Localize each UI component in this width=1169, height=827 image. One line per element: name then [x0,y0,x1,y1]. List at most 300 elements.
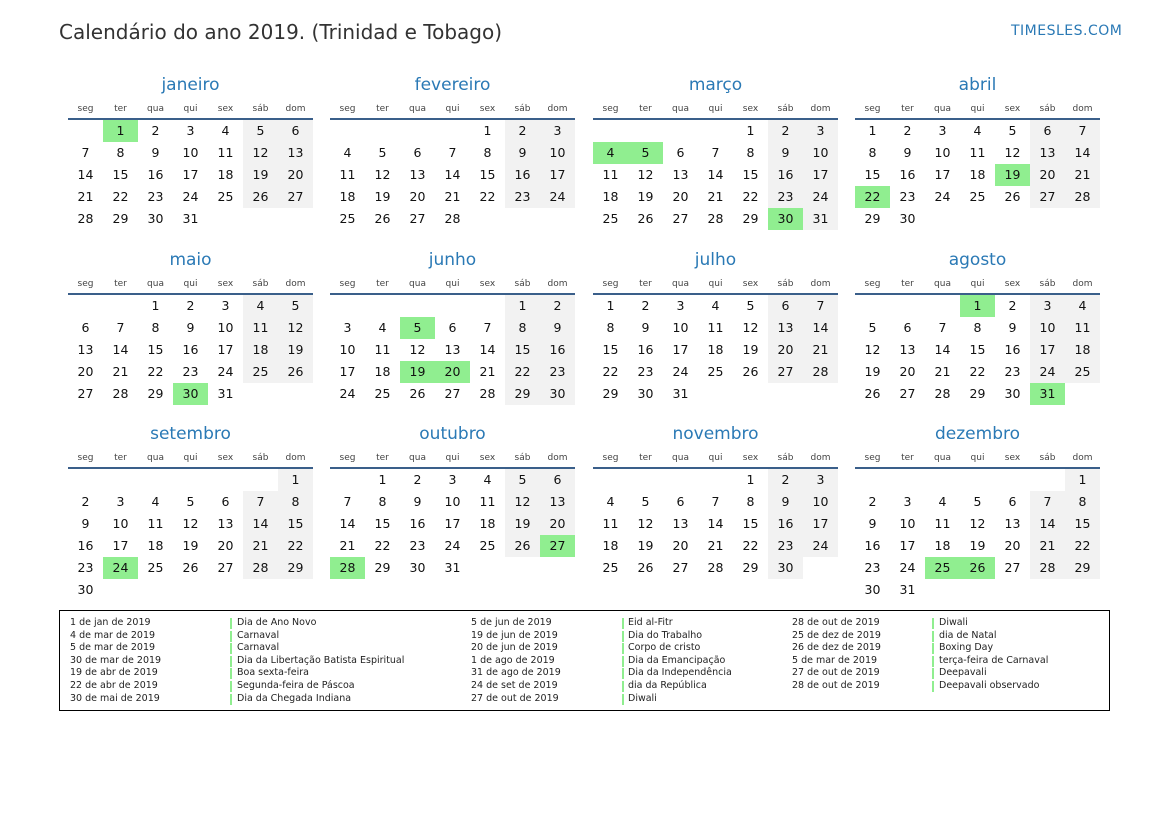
day-cell: 20 [768,339,803,361]
holiday-item [792,630,1097,643]
day-cell: 11 [243,317,278,339]
day-cell: 4 [243,295,278,317]
holiday-name: Diwali [628,692,657,704]
day-cell: 3 [343,320,352,335]
day-grid [330,295,575,427]
day-cell: 30 [1004,386,1021,401]
weekday-label: qui [445,104,460,114]
day-cell: 9 [768,491,803,513]
day-cell: 1 [1065,469,1100,491]
day-cell: 27 [768,361,803,383]
month-name: dezembro [935,424,1020,444]
day-cell: 29 [505,383,540,405]
day-cell: 14 [707,167,724,182]
holiday-name: Dia de Ano Novo [237,617,317,628]
day-cell: 22 [374,538,391,553]
day-cell: 4 [1065,295,1100,317]
weekday-label: sáb [777,453,794,463]
day-cell: 22 [969,364,986,379]
day-cell: 15 [147,342,164,357]
day-cell: 3 [938,123,947,138]
holiday-item [70,680,450,693]
weekday-label: qui [445,453,460,463]
day-cell: 29 [1065,557,1100,579]
weekday-label: ter [376,279,389,289]
day-cell: 19 [505,513,540,535]
holiday-item [792,655,1097,668]
holiday-item [70,655,450,668]
day-cell: 3 [803,120,838,142]
day-cell: 4 [938,494,947,509]
day-cell: 26 [1004,189,1021,204]
holiday-date: 27 de out de 2019 [792,667,880,679]
day-cell: 23 [637,364,654,379]
day-cell: 18 [707,342,724,357]
day-cell: 27 [278,186,313,208]
day-cell: 7 [81,145,90,160]
day-cell: 6 [540,469,575,491]
day-cell: 25 [243,361,278,383]
day-cell: 7 [1065,120,1100,142]
day-cell: 30 [637,386,654,401]
holiday-name: Deepavali [939,667,987,679]
day-cell: 12 [637,516,654,531]
holiday-name: Boxing Day [939,642,994,654]
day-cell: 6 [1008,494,1017,509]
day-cell: 25 [374,386,391,401]
weekday-label: sex [742,279,759,289]
day-cell: 3 [221,298,230,313]
day-cell: 13 [409,167,426,182]
holiday-marker [230,694,232,705]
day-grid [593,120,838,252]
holiday-marker [622,618,624,629]
day-cell: 21 [243,535,278,557]
day-cell: 21 [1065,164,1100,186]
day-cell: 29 [742,211,759,226]
day-cell: 20 [672,538,689,553]
day-cell: 9 [413,494,422,509]
day-cell: 26 [742,364,759,379]
day-cell: 11 [1065,317,1100,339]
weekday-label: seg [339,104,356,114]
day-cell: 1 [505,295,540,317]
weekday-label: sáb [514,453,531,463]
day-cell: 6 [768,295,803,317]
day-cell: 11 [602,167,619,182]
day-cell: 24 [1030,361,1065,383]
day-cell: 8 [746,494,755,509]
day-cell: 9 [505,142,540,164]
day-cell: 27 [444,386,461,401]
day-cell: 5 [746,298,755,313]
brand-link[interactable]: TIMESLES.COM [1011,23,1123,39]
day-cell: 22 [479,189,496,204]
day-cell: 9 [1008,320,1017,335]
day-cell: 19 [637,538,654,553]
holiday-marker [932,643,934,654]
day-cell: 7 [243,491,278,513]
day-cell: 18 [602,189,619,204]
day-cell: 28 [934,386,951,401]
day-cell: 24 [182,189,199,204]
holiday-day-cell: 28 [330,557,365,579]
day-cell: 18 [339,189,356,204]
weekday-label: qua [934,279,951,289]
holiday-marker [932,618,934,629]
holiday-day-cell: 22 [855,186,890,208]
day-cell: 12 [409,342,426,357]
day-cell: 31 [803,208,838,230]
weekday-label: dom [285,453,306,463]
day-cell: 15 [112,167,129,182]
day-cell: 18 [217,167,234,182]
holiday-day-cell: 24 [103,557,138,579]
day-cell: 24 [217,364,234,379]
holiday-date: 5 de mar de 2019 [792,654,878,666]
day-cell: 25 [479,538,496,553]
holiday-date: 24 de set de 2019 [471,680,558,691]
holiday-marker [622,694,624,705]
day-cell: 10 [672,320,689,335]
day-cell: 21 [707,189,724,204]
day-cell: 30 [768,557,803,579]
day-cell: 19 [742,342,759,357]
weekday-label: ter [114,279,127,289]
day-cell: 22 [505,361,540,383]
day-cell: 31 [899,582,916,597]
day-cell: 18 [934,538,951,553]
holiday-item [792,617,1097,630]
weekday-label: dom [810,453,831,463]
day-cell: 7 [1030,491,1065,513]
day-cell: 2 [1008,298,1017,313]
holiday-day-cell: 4 [593,142,628,164]
day-cell: 27 [217,560,234,575]
weekday-label: dom [547,453,568,463]
day-cell: 21 [339,538,356,553]
holiday-day-cell: 1 [960,295,995,317]
weekday-label: seg [602,279,619,289]
holiday-day-cell: 1 [103,120,138,142]
day-cell: 2 [413,472,422,487]
day-cell: 4 [606,494,615,509]
day-cell: 1 [606,298,615,313]
day-cell: 23 [768,535,803,557]
weekday-label: sáb [1039,279,1056,289]
day-cell: 10 [1030,317,1065,339]
day-cell: 24 [540,186,575,208]
day-cell: 27 [409,211,426,226]
month-name: fevereiro [414,75,491,95]
weekday-label: qui [183,453,198,463]
weekday-label: seg [602,453,619,463]
holiday-marker [932,631,934,642]
day-cell: 26 [374,211,391,226]
day-cell: 28 [1030,557,1065,579]
holiday-date: 5 de jun de 2019 [471,617,552,628]
day-cell: 1 [483,123,492,138]
day-cell: 8 [746,145,755,160]
day-cell: 27 [899,386,916,401]
day-cell: 24 [899,560,916,575]
day-cell: 18 [374,364,391,379]
day-cell: 31 [217,386,234,401]
day-cell: 14 [444,167,461,182]
weekday-label: qua [672,279,689,289]
day-cell: 14 [243,513,278,535]
day-cell: 11 [147,516,164,531]
page-title: Calendário do ano 2019. (Trinidad e Tobago) [59,20,503,44]
day-cell: 7 [711,494,720,509]
day-cell: 5 [186,494,195,509]
weekday-label: sex [1004,279,1021,289]
day-cell: 17 [1030,339,1065,361]
day-cell: 11 [707,320,724,335]
day-cell: 20 [899,364,916,379]
day-cell: 28 [803,361,838,383]
day-cell: 6 [221,494,230,509]
month-name: janeiro [161,75,220,95]
day-cell: 12 [742,320,759,335]
holiday-marker [622,631,624,642]
weekday-header [330,453,575,465]
holiday-date: 26 de dez de 2019 [792,642,881,654]
day-cell: 25 [602,211,619,226]
day-cell: 21 [707,538,724,553]
day-cell: 23 [1004,364,1021,379]
day-cell: 26 [243,186,278,208]
weekday-label: qua [409,279,426,289]
day-cell: 27 [1004,560,1021,575]
holiday-name: dia da República [628,680,707,691]
day-cell: 13 [217,516,234,531]
holiday-name: Boa sexta-feira [237,667,309,679]
day-cell: 17 [803,513,838,535]
weekday-header [68,104,313,116]
day-cell: 16 [147,167,164,182]
weekday-label: sáb [777,279,794,289]
holiday-day-cell: 5 [628,142,663,164]
holiday-day-cell: 19 [995,164,1030,186]
day-cell: 30 [77,582,94,597]
day-cell: 19 [278,339,313,361]
holiday-date: 19 de abr de 2019 [70,667,158,679]
day-cell: 3 [116,494,125,509]
day-cell: 29 [864,211,881,226]
day-cell: 24 [803,186,838,208]
weekday-label: dom [810,279,831,289]
day-cell: 13 [1004,516,1021,531]
holiday-date: 4 de mar de 2019 [70,629,156,641]
weekday-label: seg [864,104,881,114]
day-cell: 13 [444,342,461,357]
month-name: julho [694,250,737,270]
day-cell: 26 [637,211,654,226]
weekday-label: ter [376,453,389,463]
day-cell: 12 [278,317,313,339]
holiday-day-cell: 25 [925,557,960,579]
day-cell: 8 [868,145,877,160]
day-cell: 1 [378,472,387,487]
day-cell: 10 [803,142,838,164]
day-cell: 1 [868,123,877,138]
weekday-label: ter [639,453,652,463]
day-grid [330,469,575,601]
day-cell: 23 [899,189,916,204]
month-name: maio [169,250,212,270]
month-name: março [688,75,743,95]
weekday-label: seg [77,279,94,289]
day-cell: 22 [602,364,619,379]
holiday-name: terça-feira de Carnaval [939,654,1049,666]
day-cell: 26 [278,361,313,383]
holiday-name: Dia do Trabalho [628,629,703,641]
day-cell: 22 [147,364,164,379]
weekday-header [593,279,838,291]
day-cell: 11 [339,167,356,182]
day-cell: 3 [540,120,575,142]
day-cell: 25 [1065,361,1100,383]
holiday-marker [230,681,232,692]
day-cell: 29 [602,386,619,401]
day-cell: 15 [374,516,391,531]
weekday-label: qui [970,453,985,463]
weekday-label: sex [217,453,234,463]
holiday-date: 28 de out de 2019 [792,680,880,691]
weekday-label: sex [479,279,496,289]
day-cell: 14 [112,342,129,357]
day-cell: 12 [1004,145,1021,160]
month-name: setembro [150,424,231,444]
day-grid [593,469,838,601]
day-cell: 15 [742,167,759,182]
day-cell: 12 [969,516,986,531]
day-grid [855,120,1100,252]
holiday-name: Eid al-Fitr [628,617,673,628]
day-cell: 15 [1065,513,1100,535]
weekday-label: ter [901,279,914,289]
day-cell: 28 [479,386,496,401]
holiday-item [792,642,1097,655]
day-cell: 27 [672,211,689,226]
day-cell: 17 [899,538,916,553]
day-cell: 15 [864,167,881,182]
day-cell: 20 [672,189,689,204]
weekday-header [855,279,1100,291]
weekday-label: qua [147,104,164,114]
day-cell: 16 [409,516,426,531]
day-cell: 14 [77,167,94,182]
day-cell: 8 [505,317,540,339]
weekday-label: qua [147,453,164,463]
day-cell: 17 [672,342,689,357]
day-cell: 7 [448,145,457,160]
day-cell: 8 [1065,491,1100,513]
day-cell: 20 [540,513,575,535]
weekday-label: qui [183,104,198,114]
day-cell: 18 [243,339,278,361]
weekday-label: sáb [514,279,531,289]
day-cell: 7 [116,320,125,335]
day-cell: 10 [182,145,199,160]
weekday-label: seg [77,453,94,463]
day-cell: 4 [711,298,720,313]
day-cell: 19 [374,189,391,204]
day-cell: 18 [969,167,986,182]
day-cell: 10 [803,491,838,513]
month-name: junho [428,250,477,270]
holiday-date: 20 de jun de 2019 [471,642,558,654]
day-cell: 30 [540,383,575,405]
day-cell: 12 [505,491,540,513]
day-cell: 13 [672,516,689,531]
day-cell: 18 [479,516,496,531]
day-cell: 29 [147,386,164,401]
day-cell: 8 [278,491,313,513]
weekday-label: sex [1004,453,1021,463]
day-cell: 5 [278,295,313,317]
day-cell: 20 [217,538,234,553]
day-cell: 23 [540,361,575,383]
day-cell: 14 [803,317,838,339]
day-cell: 30 [147,211,164,226]
day-cell: 14 [479,342,496,357]
weekday-label: qui [708,453,723,463]
day-cell: 8 [973,320,982,335]
day-cell: 23 [77,560,94,575]
day-cell: 17 [339,364,356,379]
day-cell: 21 [803,339,838,361]
day-cell: 15 [602,342,619,357]
day-cell: 7 [483,320,492,335]
day-cell: 8 [378,494,387,509]
holiday-name: Carnaval [237,629,280,641]
day-cell: 5 [505,469,540,491]
day-cell: 23 [505,186,540,208]
day-cell: 20 [77,364,94,379]
day-cell: 10 [540,142,575,164]
day-cell: 9 [641,320,650,335]
day-cell: 15 [479,167,496,182]
weekday-label: dom [285,104,306,114]
holiday-name: Carnaval [237,642,280,654]
day-cell: 2 [505,120,540,142]
weekday-label: sex [479,453,496,463]
day-cell: 2 [186,298,195,313]
day-cell: 10 [444,494,461,509]
day-cell: 21 [479,364,496,379]
day-cell: 16 [864,538,881,553]
day-cell: 23 [768,186,803,208]
weekday-label: sex [742,104,759,114]
day-grid [593,295,838,427]
day-cell: 15 [505,339,540,361]
holiday-date: 5 de mar de 2019 [70,642,156,654]
weekday-header [593,104,838,116]
weekday-label: qua [409,453,426,463]
day-cell: 29 [374,560,391,575]
day-cell: 15 [278,513,313,535]
day-cell: 26 [182,560,199,575]
day-cell: 21 [444,189,461,204]
holiday-name: Diwali [939,617,968,628]
day-cell: 24 [339,386,356,401]
weekday-label: ter [639,104,652,114]
day-cell: 2 [903,123,912,138]
day-cell: 18 [147,538,164,553]
holiday-name: Dia da Emancipação [628,654,726,666]
